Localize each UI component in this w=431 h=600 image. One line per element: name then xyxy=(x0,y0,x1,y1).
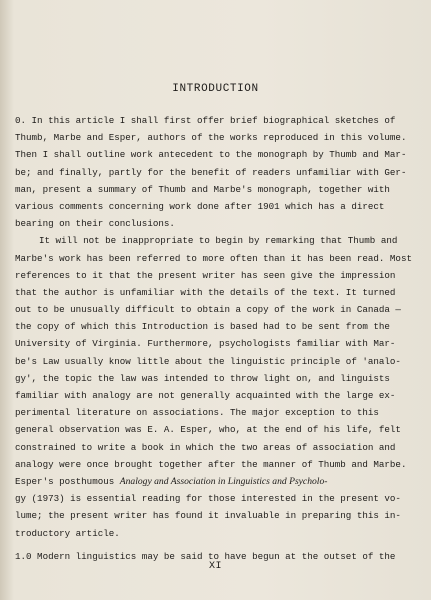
text-line: familiar with analogy are not generally acquainted with the large ex- xyxy=(15,390,396,401)
text-line: be's Law usually know little about the linguistic principle of 'analo- xyxy=(15,355,401,367)
body-text xyxy=(15,112,420,565)
text-line: Marbe's work has been referred to more often than it has been read. Most xyxy=(15,252,412,264)
text-line: It will not be inappropriate to begin by remarking that Thumb and xyxy=(39,235,398,247)
text-line: Thumb, Marbe and Esper, authors of the works reproduced in this volume. xyxy=(15,132,407,144)
section-heading: INTRODUCTION xyxy=(172,83,259,95)
text-line: the copy of which this Introduction is based had to be sent from the xyxy=(15,321,390,333)
text-line: lume; the present writer has found it invaluable in preparing this in- xyxy=(15,510,401,522)
text-line: troductory article. xyxy=(15,527,120,539)
text-line: various comments concerning work done after 1901 which has a direct xyxy=(15,200,385,212)
text-line: 0. In this article I shall first offer brief biographical sketches of xyxy=(15,115,396,126)
text-line: that the author is unfamiliar with the details of the text. It turned xyxy=(15,286,396,298)
text-line: out to be unusually difficult to obtain a copy of the work in Canada — xyxy=(15,304,401,316)
text-line: University of Virginia. Furthermore, psychologists familiar with Mar- xyxy=(15,338,396,350)
text-line: constrained to write a book in which the two areas of association and xyxy=(15,441,396,453)
text-line: general observation was E. A. Esper, who, at the end of his life, felt xyxy=(15,424,401,436)
text-line: gy (1973) is essential reading for those interested in the present vo- xyxy=(15,493,401,505)
text-line: bearing on their conclusions. xyxy=(15,218,175,230)
text-line: be; and finally, partly for the benefit of readers unfamiliar with Ger- xyxy=(15,166,407,178)
text-line: Then I shall outline work antecedent to the monograph by Thumb and Mar- xyxy=(15,149,407,161)
text-line: perimental literature on associations. The major exception to this xyxy=(15,407,379,419)
page-number: XI xyxy=(208,561,222,572)
text-line: gy', the topic the law was intended to throw light on, and linguists xyxy=(15,372,390,384)
text-line: references to it that the present writer has seen give the impression xyxy=(15,269,396,281)
text-line: man, present a summary of Thumb and Marbe's monograph, together with xyxy=(15,183,390,195)
text-line: analogy were once brought together after the manner of Thumb and Marbe. xyxy=(15,458,407,470)
text-fragment: Esper's posthumous xyxy=(15,475,120,487)
text-line: 1.0 Modern linguistics may be said to have begun at the outset of the xyxy=(15,550,396,562)
text-line-with-title xyxy=(15,473,420,490)
book-title-italic: Analogy and Association in Linguistics and Psycholo- xyxy=(119,475,328,487)
